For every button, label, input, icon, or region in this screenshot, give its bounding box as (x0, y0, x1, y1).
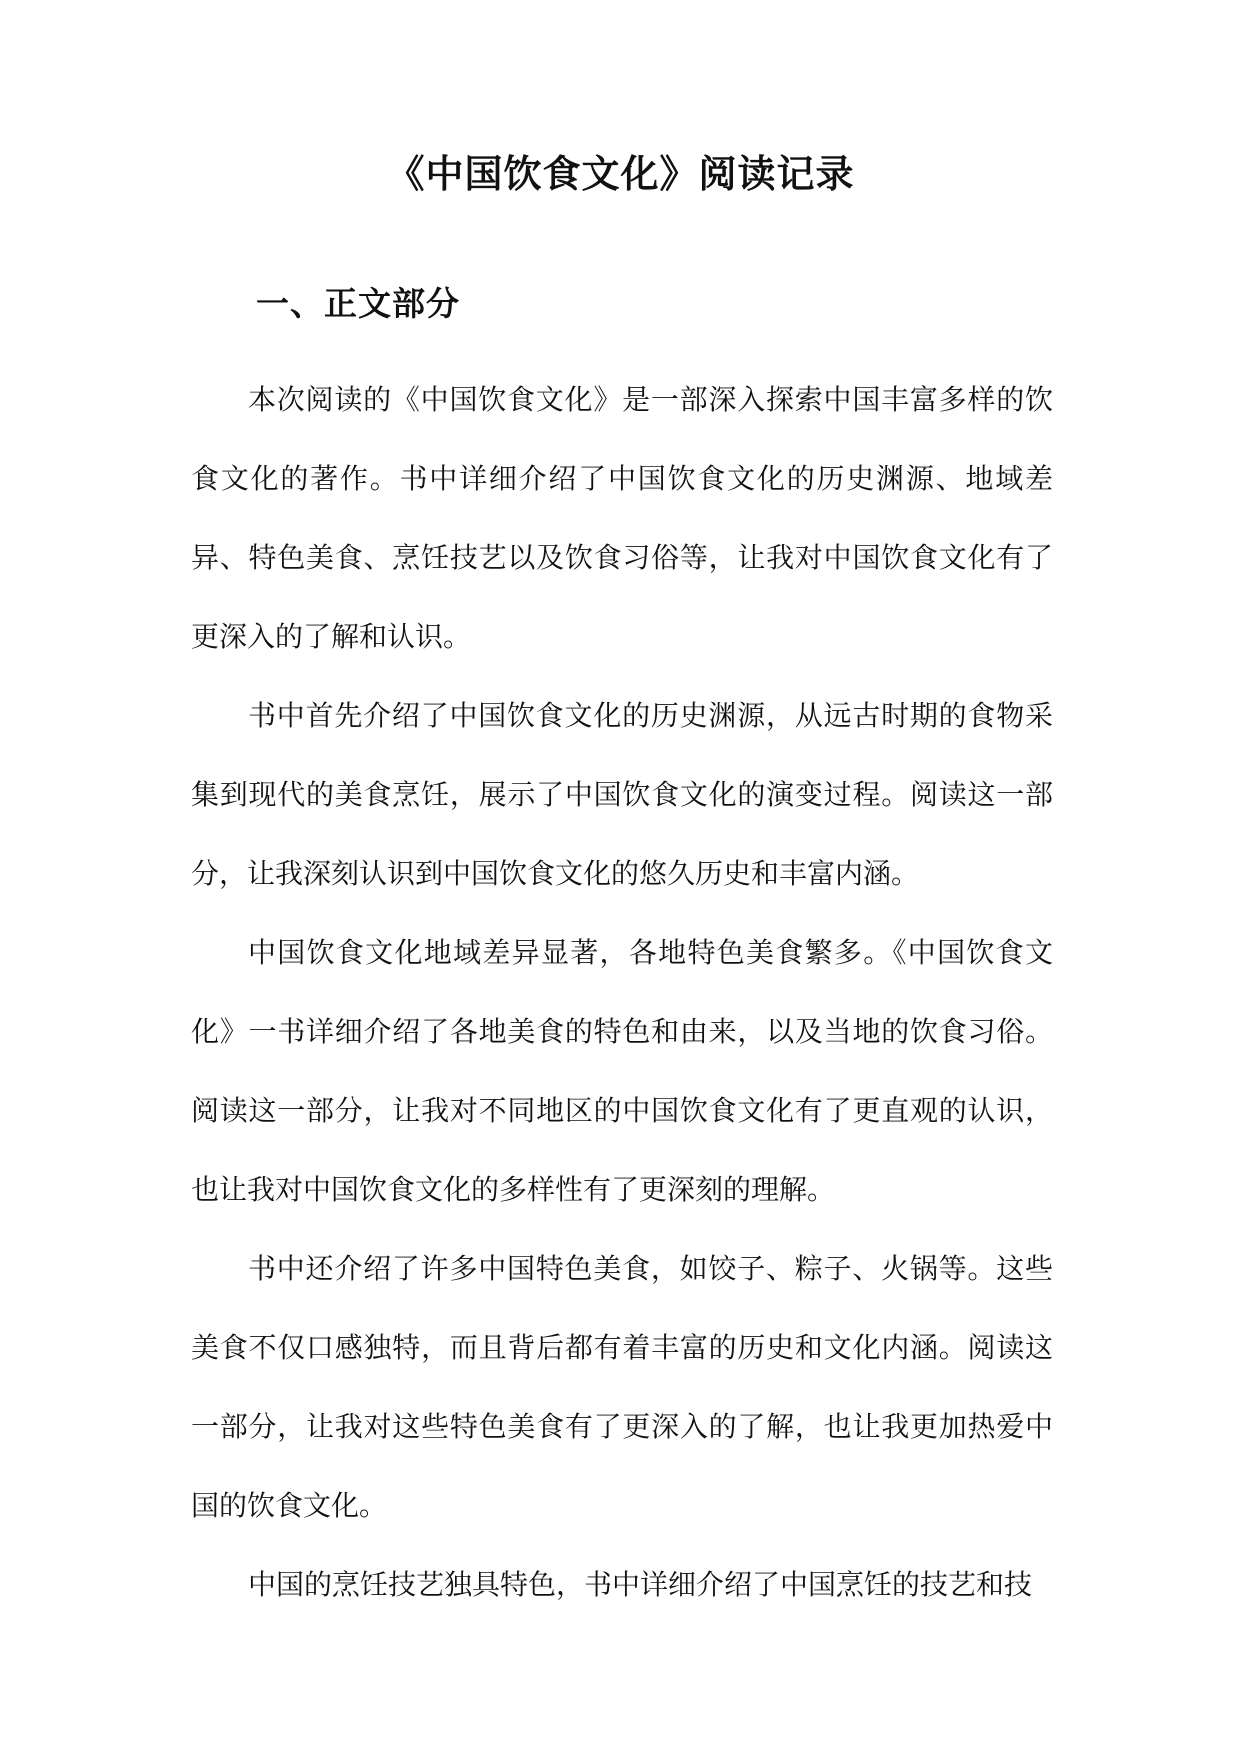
paragraph: 书中首先介绍了中国饮食文化的历史渊源，从远古时期的食物采集到现代的美食烹饪，展示了中国饮食文化的演变过程。阅读这一部分，让我深刻认识到中国饮食文化的悠久历史和丰富内涵。 (191, 699, 1053, 890)
document-title: 《中国饮食文化》阅读记录 (386, 151, 855, 196)
paragraph: 书中还介绍了许多中国特色美食，如饺子、粽子、火锅等。这些美食不仅口感独特，而且背后都有着丰富的历史和文化内涵。阅读这一部分，让我对这些特色美食有了更深入的了解，也让我更加热爱中国的饮食文化。 (191, 1252, 1053, 1522)
paragraph: 本次阅读的《中国饮食文化》是一部深入探索中国丰富多样的饮食文化的著作。书中详细介绍了中国饮食文化的历史渊源、地域差异、特色美食、烹饪技艺以及饮食习俗等，让我对中国饮食文化有了更深入的了解和认识。 (191, 383, 1053, 653)
paragraph: 中国的烹饪技艺独具特色，书中详细介绍了中国烹饪的技艺和技 (248, 1568, 1033, 1601)
paragraph: 中国饮食文化地域差异显著，各地特色美食繁多。《中国饮食文化》一书详细介绍了各地美食的特色和由来，以及当地的饮食习俗。阅读这一部分，让我对不同地区的中国饮食文化有了更直观的认识，也让我对中国饮食文化的多样性有了更深刻的理解。 (191, 936, 1053, 1206)
section-heading: 一、正文部分 (256, 284, 460, 323)
body-text (191, 360, 1053, 1624)
